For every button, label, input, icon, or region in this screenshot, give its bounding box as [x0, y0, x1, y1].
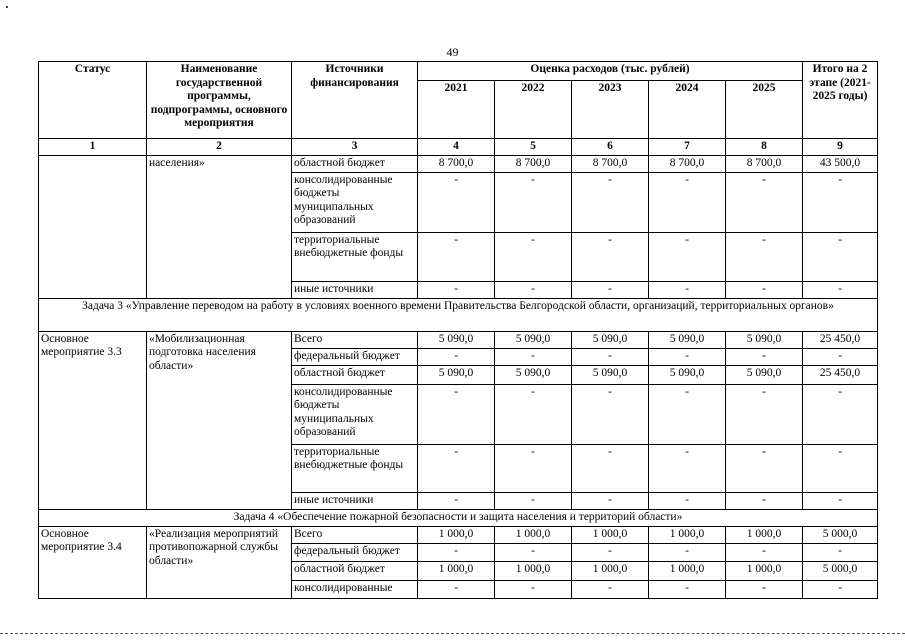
funding-source-cell: Всего	[292, 526, 418, 543]
total-value-cell: -	[803, 232, 878, 281]
year-value-cell: 1 000,0	[495, 561, 572, 580]
task-row	[39, 509, 878, 526]
year-value-cell: -	[726, 543, 803, 561]
year-value-cell: 5 090,0	[495, 365, 572, 384]
year-value-cell: 1 000,0	[649, 526, 726, 543]
header-year: 2024	[649, 81, 726, 139]
year-value-cell: -	[649, 348, 726, 365]
funding-source-cell: территориальные внебюджетные фонды	[292, 444, 418, 492]
year-value-cell: -	[726, 444, 803, 492]
funding-source-cell: консолидированные бюджеты муниципальных образований	[292, 172, 418, 232]
year-value-cell: 5 090,0	[572, 365, 649, 384]
year-value-cell: -	[572, 492, 649, 509]
measure-name-cell: «Реализация мероприятий противопожарной службы области»	[147, 526, 292, 598]
header-total: Итого на 2 этапе (2021-2025 годы)	[803, 62, 878, 139]
header-year: 2025	[726, 81, 803, 139]
scan-speck	[6, 6, 8, 8]
funding-source-cell: областной бюджет	[292, 155, 418, 172]
year-value-cell: -	[649, 281, 726, 298]
total-value-cell: -	[803, 580, 878, 598]
year-value-cell: -	[495, 384, 572, 444]
total-value-cell: -	[803, 444, 878, 492]
year-value-cell: -	[649, 580, 726, 598]
page-bottom-rule	[0, 633, 905, 635]
header-year: 2021	[418, 81, 495, 139]
column-number-row	[39, 139, 878, 156]
year-value-cell: -	[495, 580, 572, 598]
year-value-cell: -	[572, 543, 649, 561]
year-value-cell: 5 090,0	[726, 331, 803, 348]
total-value-cell: 5 000,0	[803, 561, 878, 580]
column-number: 6	[572, 139, 649, 156]
year-value-cell: -	[495, 232, 572, 281]
expenditure-table	[38, 61, 878, 599]
year-value-cell: -	[649, 492, 726, 509]
total-value-cell: -	[803, 172, 878, 232]
funding-source-cell: Всего	[292, 331, 418, 348]
header-sources: Источники финансирования	[292, 62, 418, 139]
year-value-cell: -	[726, 492, 803, 509]
year-value-cell: -	[495, 492, 572, 509]
year-value-cell: -	[649, 543, 726, 561]
measure-name-cell: населения»	[147, 155, 292, 298]
year-value-cell: -	[418, 384, 495, 444]
year-value-cell: -	[572, 384, 649, 444]
year-value-cell: -	[418, 348, 495, 365]
year-value-cell: -	[495, 281, 572, 298]
task-heading: Задача 4 «Обеспечение пожарной безопасности и защита населения и территорий области»	[39, 509, 878, 526]
total-value-cell: -	[803, 543, 878, 561]
year-value-cell: -	[726, 172, 803, 232]
column-number: 9	[803, 139, 878, 156]
year-value-cell: -	[649, 232, 726, 281]
status-cell	[39, 155, 147, 298]
task-heading: Задача 3 «Управление переводом на работу в условиях военного времени Правительства Белгородской области, организаций, территориальных органов»	[39, 298, 878, 331]
year-value-cell: 8 700,0	[726, 155, 803, 172]
year-value-cell: -	[572, 348, 649, 365]
year-value-cell: 5 090,0	[418, 331, 495, 348]
column-number: 8	[726, 139, 803, 156]
funding-source-cell: областной бюджет	[292, 561, 418, 580]
funding-source-cell: территориальные внебюджетные фонды	[292, 232, 418, 281]
year-value-cell: -	[572, 172, 649, 232]
year-value-cell: 5 090,0	[418, 365, 495, 384]
year-value-cell: 8 700,0	[572, 155, 649, 172]
status-cell: Основное мероприятие 3.4	[39, 526, 147, 598]
funding-source-cell: иные источники	[292, 492, 418, 509]
year-value-cell: 1 000,0	[495, 526, 572, 543]
year-value-cell: 5 090,0	[572, 331, 649, 348]
year-value-cell: 1 000,0	[726, 561, 803, 580]
total-value-cell: -	[803, 384, 878, 444]
year-value-cell: 1 000,0	[726, 526, 803, 543]
year-value-cell: -	[495, 172, 572, 232]
task-row	[39, 298, 878, 331]
year-value-cell: -	[495, 348, 572, 365]
year-value-cell: -	[726, 348, 803, 365]
year-value-cell: -	[572, 580, 649, 598]
header-status: Статус	[39, 62, 147, 139]
year-value-cell: 1 000,0	[572, 526, 649, 543]
funding-source-cell: федеральный бюджет	[292, 543, 418, 561]
total-value-cell: 5 000,0	[803, 526, 878, 543]
column-number: 1	[39, 139, 147, 156]
year-value-cell: 5 090,0	[649, 365, 726, 384]
year-value-cell: 8 700,0	[418, 155, 495, 172]
year-value-cell: 5 090,0	[726, 365, 803, 384]
total-value-cell: -	[803, 492, 878, 509]
year-value-cell: -	[726, 580, 803, 598]
year-value-cell: -	[495, 543, 572, 561]
year-value-cell: -	[649, 384, 726, 444]
funding-source-cell: областной бюджет	[292, 365, 418, 384]
funding-source-cell: консолидированные бюджеты муниципальных образований	[292, 384, 418, 444]
year-value-cell: 8 700,0	[649, 155, 726, 172]
funding-source-cell: федеральный бюджет	[292, 348, 418, 365]
year-value-cell: -	[572, 444, 649, 492]
total-value-cell: 25 450,0	[803, 331, 878, 348]
year-value-cell: -	[649, 444, 726, 492]
year-value-cell: -	[418, 172, 495, 232]
year-value-cell: 1 000,0	[418, 561, 495, 580]
year-value-cell: -	[418, 580, 495, 598]
column-number: 5	[495, 139, 572, 156]
year-value-cell: 5 090,0	[649, 331, 726, 348]
funding-source-cell: иные источники	[292, 281, 418, 298]
total-value-cell: 43 500,0	[803, 155, 878, 172]
year-value-cell: 8 700,0	[495, 155, 572, 172]
year-value-cell: -	[418, 543, 495, 561]
year-value-cell: -	[572, 281, 649, 298]
year-value-cell: -	[726, 232, 803, 281]
header-year: 2022	[495, 81, 572, 139]
measure-name-cell: «Мобилизационная подготовка населения области»	[147, 331, 292, 509]
header-year: 2023	[572, 81, 649, 139]
total-value-cell: -	[803, 348, 878, 365]
year-value-cell: 1 000,0	[649, 561, 726, 580]
column-number: 2	[147, 139, 292, 156]
table-row	[39, 331, 878, 348]
status-cell: Основное мероприятие 3.3	[39, 331, 147, 509]
year-value-cell: -	[726, 384, 803, 444]
total-value-cell: -	[803, 281, 878, 298]
table-row	[39, 526, 878, 543]
page-number: 49	[446, 45, 459, 59]
funding-source-cell: консолидированные	[292, 580, 418, 598]
column-number: 7	[649, 139, 726, 156]
year-value-cell: -	[495, 444, 572, 492]
year-value-cell: -	[418, 492, 495, 509]
year-value-cell: -	[572, 232, 649, 281]
year-value-cell: -	[418, 281, 495, 298]
table-row	[39, 155, 878, 172]
year-value-cell: -	[418, 444, 495, 492]
total-value-cell: 25 450,0	[803, 365, 878, 384]
year-value-cell: -	[726, 281, 803, 298]
column-number: 4	[418, 139, 495, 156]
header-estimate: Оценка расходов (тыс. рублей)	[418, 62, 803, 81]
year-value-cell: -	[649, 172, 726, 232]
year-value-cell: 1 000,0	[572, 561, 649, 580]
column-number: 3	[292, 139, 418, 156]
year-value-cell: -	[418, 232, 495, 281]
header-name: Наименование государственной программы, подпрограммы, основного мероприятия	[147, 62, 292, 139]
year-value-cell: 5 090,0	[495, 331, 572, 348]
year-value-cell: 1 000,0	[418, 526, 495, 543]
